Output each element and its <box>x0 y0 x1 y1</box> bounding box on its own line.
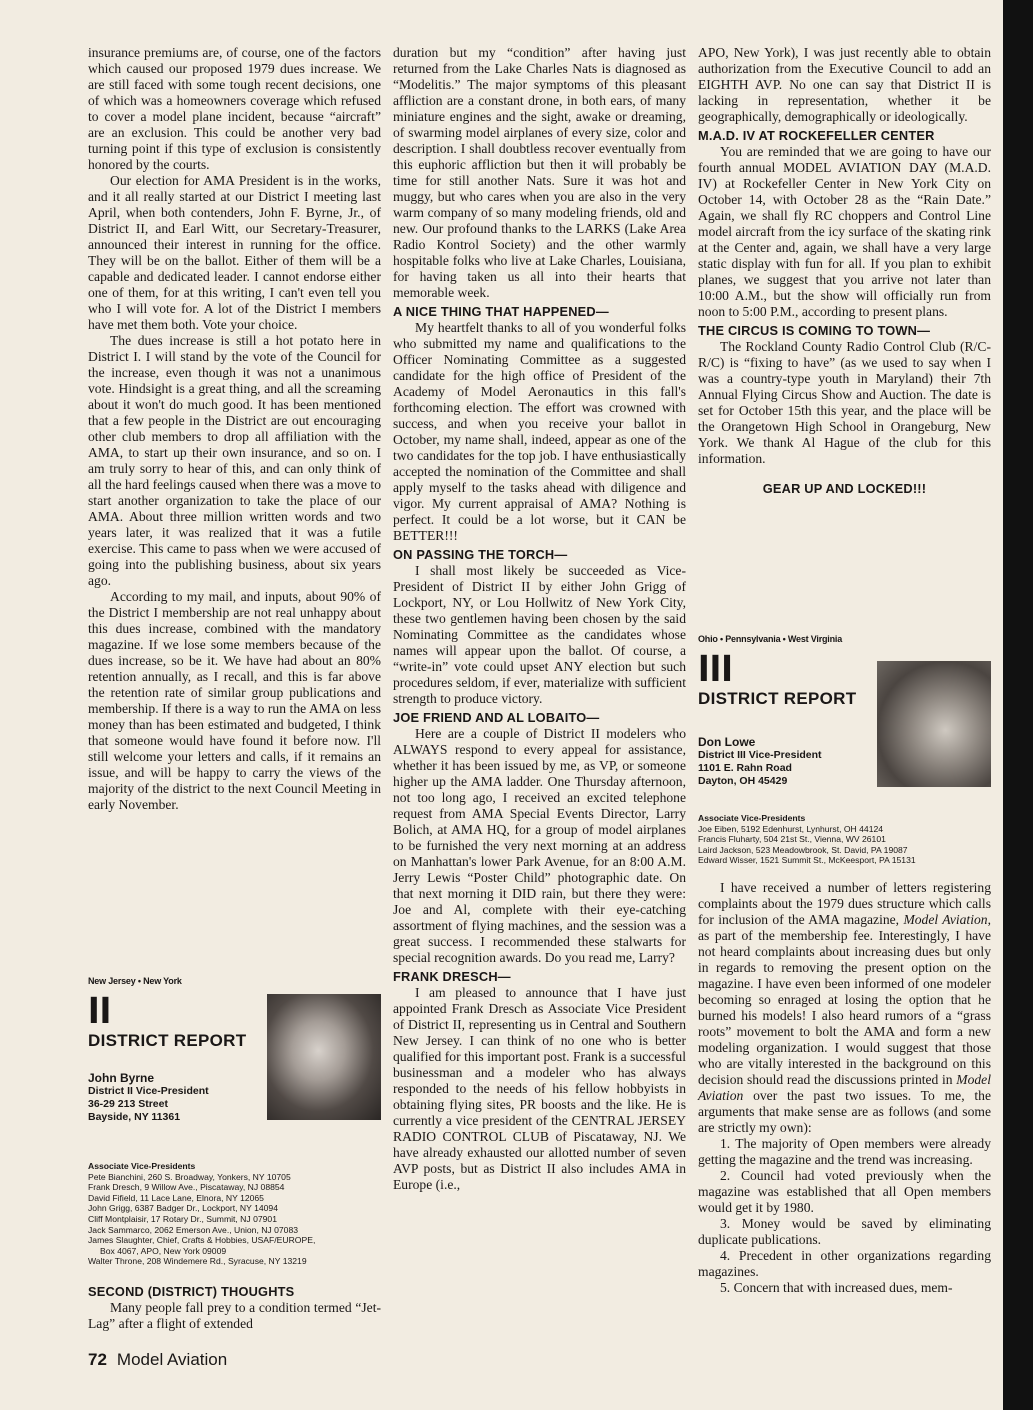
paragraph: duration but my “condition” after having just returned from the Lake Charles Nats is diagnosed as “Modelitis.” The major symptoms of this pleasant affliction are a constant drone, in both ears, of many miniature engines and the sight, awake or dreaming, of swarming model airplanes of every size, color and description. I shall doubtless recover eventually from this euphoric affliction but then it will probably be time for still another Nats. Sure it was hot and muggy, but who cares when you are also in the very warm company of so many modeling friends, old and new. Our profound thanks to the LARKS (Lake Area Radio Kontrol Society) and the other warmly hospitable folks who live at Lake Charles, Louisiana, for having taken us all into their hearts that memorable week. <box>393 45 686 300</box>
column-1 <box>88 45 381 1332</box>
list-item: 3. Money would be saved by eliminating duplicate publications. <box>698 1215 991 1247</box>
vp-city: Dayton, OH 45429 <box>698 775 788 787</box>
vp-name: Don Lowe <box>698 735 756 749</box>
paragraph: Many people fall prey to a condition termed “Jet-Lag” after a flight of extended <box>88 1299 381 1331</box>
column-2 <box>393 45 686 1193</box>
assoc-item: Joe Eiben, 5192 Edenhurst, Lynhurst, OH 44124 <box>698 823 884 834</box>
section-heading: THE CIRCUS IS COMING TO TOWN— <box>698 323 931 338</box>
magazine-title: Model Aviation <box>698 1071 991 1103</box>
assoc-title: Associate Vice-Presidents <box>88 1161 196 1171</box>
closing-line: GEAR UP AND LOCKED!!! <box>762 481 927 496</box>
assoc-item: Francis Fluharty, 504 21st St., Vienna, WV 26101 <box>698 834 886 845</box>
columns <box>88 45 1003 1332</box>
district-numeral: III <box>698 648 733 690</box>
page-number: 72 <box>88 1349 107 1369</box>
text-run: over the past two issues. To me, the arguments that make sense are as follows (and some are strictly my own): <box>698 1087 991 1135</box>
assoc-item: Walter Throne, 208 Windemere Rd., Syracuse, NY 13219 <box>88 1256 307 1267</box>
section-heading: ON PASSING THE TORCH— <box>393 547 568 562</box>
assoc-item: James Slaughter, Chief, Crafts & Hobbies, USAF/EUROPE, <box>88 1235 316 1246</box>
district-title: DISTRICT REPORT <box>698 689 857 708</box>
column-1-text <box>88 45 381 960</box>
list-item: 2. Council had voted previously when the magazine was established that all Open members would get it by 1980. <box>698 1167 991 1215</box>
vp-role: District II Vice-President <box>88 1085 209 1097</box>
district-title: DISTRICT REPORT <box>88 1031 247 1050</box>
section-heading: JOE FRIEND AND AL LOBAITO— <box>393 710 600 725</box>
list-item: 5. Concern that with increased dues, mem- <box>720 1279 953 1295</box>
vp-name: John Byrne <box>88 1071 155 1085</box>
text-run: , as part of the membership fee. Interestingly, I have not heard complaints about increasing dues but only in regards to removing the present option on the magazine. I have even been informed of one modeler becoming so enraged at losing the option that he burned his models! I also heard rumors of a “grass roots” movement to bolt the AMA and form a new modeling organization. I would suggest that those who are vitally interested in the background on this decision should read the discussions printed in <box>698 911 991 1087</box>
section-heading: SECOND (DISTRICT) THOUGHTS <box>88 1283 295 1299</box>
assoc-item: John Grigg, 6387 Badger Dr., Lockport, NY 14094 <box>88 1203 278 1214</box>
district-2-header <box>88 976 381 1267</box>
associate-vp-list <box>698 813 991 866</box>
vp-address: 1101 E. Rahn Road <box>698 762 792 774</box>
assoc-item: Jack Sammarco, 2062 Emerson Ave., Union, NJ 07083 <box>88 1224 299 1235</box>
paragraph: Our election for AMA President is in the works, and it all really started at our District I meeting last April, when both contenders, John F. Byrne, Jr., of District II, and Earl Witt, our Secretary-Treasurer, announced their interest in running for the office. They will be on the ballot. Either of them will be a capable and dedicated leader. I cannot endorse either one of them, for at this writing, I can't even tell you who I will vote for. A lot of the District I members have met them both. Vote your choice. <box>88 173 381 332</box>
district-states: New Jersey • New York <box>88 976 182 986</box>
assoc-item: Edward Wisser, 1521 Summit St., McKeesport, PA 15131 <box>698 855 916 866</box>
paragraph <box>698 880 991 1136</box>
column-3 <box>698 45 991 1296</box>
paragraph: The dues increase is still a hot potato here in District I. I will stand by the vote of the Council for the increase, even though it was not a unanimous vote. Hindsight is a great thing, and all the screaming about it won't do much good. It has been mentioned that a few people in the District are out encouraging other club members to drop all affiliation with the AMA, to start up their own insurance, and so on. I am truly sorry to hear of this, and can only think of all the hard feelings caused when there was a move to start another organization to take the place of our AMA. About three million written words and two years later, it was realized that it was a futile exercise. This came to pass when we were accused of going into the publishing business, about six years ago. <box>88 333 381 588</box>
paragraph: My heartfelt thanks to all of you wonderful folks who submitted my name and qualifications to the Officer Nominating Committee as a suggested candidate for the high office of President of the Academy of Model Aeronautics in this fall's forthcoming election. The effort was crowned with success, and when you receive your ballot in October, my name shall, indeed, appear as one of the two candidates for the top job. I have enthusiastically accepted the nomination of the Committee and shall apply myself to the tasks ahead with diligence and vigor. My current appraisal of AMA? Nothing is perfect. It could be a lot worse, but it CAN be BETTER!!! <box>393 320 686 543</box>
district-states: Ohio • Pennsylvania • West Virginia <box>698 634 843 644</box>
paragraph: I shall most likely be succeeded as Vice-President of District II by either John Grigg of Lockport, NY, or Lou Hollwitz of New York City, these two gentlemen having been chosen by the said Nominating Committee as the candidates whose names will appear upon the ballot. Of course, a “write-in” vote could upset ANY election but such procedures seldom, if ever, materialize with sufficient strength to produce victory. <box>393 563 686 706</box>
section-heading: M.A.D. IV AT ROCKEFELLER CENTER <box>698 128 935 143</box>
vp-address: 36-29 213 Street <box>88 1098 168 1110</box>
magazine-name: Model Aviation <box>116 1349 228 1369</box>
paragraph: Here are a couple of District II modelers who ALWAYS respond to every appeal for assistance, whether it has been issued by me, as VP, or someone higher up the AMA ladder. One Thursday afternoon, not too long ago, I received an excited telephone request from AMA Special Events Director, Larry Bolich, at AMA HQ, for a group of model airplanes to be furnished the very next morning at an address on Manhattan's lower Park Avenue, for an 8:00 A.M. Jerry Lewis “Poster Child” photographic date. On that next morning it DID rain, but there they were: Joe and Al, complete with their eye-catching assortment of flying machines, and the session was a great success. I recommended these stalwarts for special recognition awards. Do you read me, Larry? <box>393 726 686 965</box>
paragraph: insurance premiums are, of course, one of the factors which caused our proposed 1979 dues increase. We are still faced with some tough recent decisions, one of which was a homeowners coverage which refused to cover a model plane incident, because “aircraft” are an exclusion. This could be another very bad turning point if this type of exclusion is consistently honored by the courts. <box>88 45 381 172</box>
assoc-item: Cliff Montplaisir, 17 Rotary Dr., Summit, NJ 07901 <box>88 1213 277 1224</box>
paragraph: The Rockland County Radio Control Club (R/C-R/C) is “fixing to have” (as we used to say when I was a country-type youth in Maryland) their 7th Annual Flying Circus Show and Auction. The date is set for October 15th this year, and the place will be the Orangetown High School in Orangeburg, New York. We thank Al Hague of the club for this information. <box>698 339 991 466</box>
assoc-item: Frank Dresch, 9 Willow Ave., Piscataway, NJ 08854 <box>88 1182 285 1193</box>
column-3-text <box>698 45 991 620</box>
vp-role: District III Vice-President <box>698 749 822 761</box>
assoc-item: Pete Bianchini, 260 S. Broadway, Yonkers, NY 10705 <box>88 1171 291 1182</box>
text-run: I have received a number of letters registering complaints about the 1979 dues structure which calls for inclusion of the AMA magazine, <box>698 879 991 927</box>
assoc-item: Box 4067, APO, New York 09009 <box>100 1245 227 1256</box>
section-heading: A NICE THING THAT HAPPENED— <box>393 304 609 319</box>
second-thoughts-section <box>88 1281 381 1332</box>
section-heading: FRANK DRESCH— <box>393 969 511 984</box>
paragraph: APO, New York), I was just recently able to obtain authorization from the Executive Council to add an EIGHTH AVP. No one can say that District II is lacking in representation, whether it be geographically, demographically or ideologically. <box>698 45 991 124</box>
paragraph: According to my mail, and inputs, about 90% of the District I membership are not real unhappy about this dues increase, combined with the mandatory magazine. If we lose some members because of the dues increase, so be it. We have had about an 80% retention annually, as I recall, and this is far above the retention rate of similar group publications and membership. If there is a way to run the AMA on less money than has been estimated and budgeted, I think that someone would have found it before now. I'll still welcome your letters and calls, if it remains an issue, and will be happy to carry the views of the majority of the district to the next Council Meeting in early November. <box>88 589 381 812</box>
vp-city: Bayside, NY 11361 <box>88 1111 181 1123</box>
assoc-item: David Fifield, 11 Lace Lane, Elnora, NY 12065 <box>88 1192 264 1203</box>
district-numeral: II <box>88 990 112 1032</box>
district-3-header <box>698 634 991 866</box>
associate-vp-list <box>88 1161 381 1267</box>
paragraph: I am pleased to announce that I have just appointed Frank Dresch as Associate Vice President of District II, representing us in Central and Southern New Jersey. I can think of no one who is better qualified for this important post. Frank is a successful businessman and a modeler who has always responded to the needs of his fellow hobbyists in obtaining flying sites, PR boosts and the like. He is currently a vice president of the CENTRAL JERSEY RADIO CONTROL CLUB of Piscataway, NJ. We have already exhausted our allotted number of seven AVP posts, but as District II also includes AMA in Europe (i.e., <box>393 985 686 1192</box>
page-footer <box>88 1350 1003 1370</box>
paragraph: You are reminded that we are going to have our fourth annual MODEL AVIATION DAY (M.A.D. IV) at Rockefeller Center in New York City on October 14, with October 28 as the “Rain Date.” Again, we shall fly RC choppers and Control Line model aircraft from the icy surface of the skating rink at the Center and, again, we shall have a very large static display with fun for all. If you plan to exhibit planes, we suggest that you arrive not later than 10:00 A.M., but the show will officially run from noon to 5:00 P.M., according to present plans. <box>698 144 991 319</box>
assoc-title: Associate Vice-Presidents <box>698 813 806 823</box>
list-item: 4. Precedent in other organizations regarding magazines. <box>698 1247 991 1279</box>
magazine-title: Model Aviation <box>903 911 988 927</box>
assoc-item: Laird Jackson, 523 Meadowbrook, St. David, PA 19087 <box>698 844 908 855</box>
list-item: 1. The majority of Open members were already getting the magazine and the trend was increasing. <box>698 1135 991 1167</box>
district-3-body <box>698 880 991 1296</box>
